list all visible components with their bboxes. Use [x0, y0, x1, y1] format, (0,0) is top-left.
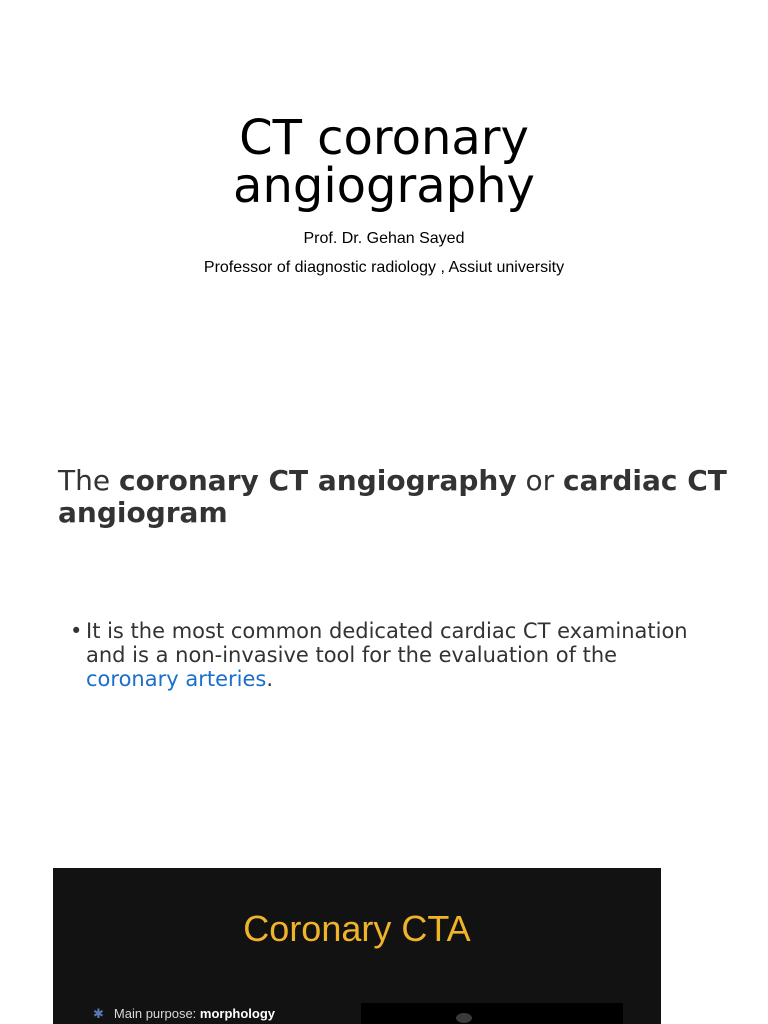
heading-bold-1: coronary CT angiography	[118, 464, 517, 497]
asterisk-icon: ✱	[93, 1006, 104, 1021]
cta-item-bold: morphology	[199, 1006, 276, 1021]
author-name: Prof. Dr. Gehan Sayed	[303, 230, 465, 247]
ct-image	[361, 1003, 623, 1024]
heading-text-2: or	[516, 464, 564, 497]
slide-title-line2: angiography	[233, 158, 535, 214]
author-affiliation: Professor of diagnostic radiology , Assiut university	[203, 259, 565, 276]
coronary-arteries-link[interactable]: coronary arteries	[86, 667, 267, 691]
slide-title	[0, 110, 768, 214]
definition-slide	[0, 430, 768, 850]
bullet-text-end: .	[266, 667, 274, 691]
cta-item-prefix: Main purpose:	[113, 1006, 200, 1021]
title-slide	[0, 0, 768, 300]
bullet-item	[70, 619, 690, 691]
coronary-cta-slide	[53, 868, 661, 1024]
bullet-list	[70, 619, 690, 691]
slide-title-line1: CT coronary	[239, 110, 529, 166]
slide-heading	[58, 465, 738, 529]
ct-image-detail	[456, 1013, 472, 1023]
heading-bold-2: cardiac CT angiogram	[58, 464, 727, 529]
cta-list-item	[93, 1006, 275, 1022]
bullet-text: It is the most common dedicated cardiac CT examination and is a non-invasive tool for the evaluation of the	[86, 619, 688, 667]
heading-text-1: The	[58, 464, 119, 497]
cta-title: Coronary CTA	[243, 908, 471, 949]
